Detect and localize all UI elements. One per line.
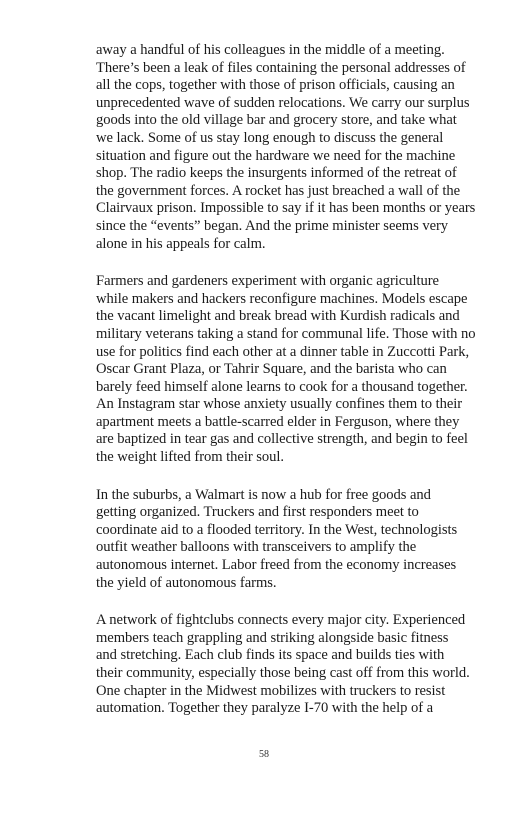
text-line: away a handful of his colleagues in the middle of a meeting. xyxy=(96,42,445,58)
paragraph xyxy=(96,42,480,253)
text-line: Clairvaux prison. Impossible to say if it has been months or years xyxy=(96,200,476,217)
text-line: autonomous internet. Labor freed from the economy increases xyxy=(96,557,457,574)
text-line: the weight lifted from their soul. xyxy=(96,449,284,466)
text-line: since the “events” began. And the prime minister seems very xyxy=(96,217,449,234)
text-line: unprecedented wave of sudden relocations. We carry our surplus xyxy=(96,94,470,111)
text-line: There’s been a leak of files containing the personal addresses of xyxy=(96,59,466,76)
text-line: all the cops, together with those of prison officials, causing an xyxy=(96,77,455,94)
text-line: outfit weather balloons with transceivers to amplify the xyxy=(96,539,417,556)
text-line: while makers and hackers reconfigure machines. Models escape xyxy=(96,290,468,307)
text-line: their community, especially those being cast off from this world. xyxy=(96,665,470,681)
text-line: apartment meets a battle-scarred elder in Ferguson, where they xyxy=(96,413,460,430)
text-line: the vacant limelight and break bread with Kurdish radicals and xyxy=(96,308,460,325)
paragraph xyxy=(96,612,480,718)
text-line: the government forces. A rocket has just breached a wall of the xyxy=(96,182,460,199)
text-line: A network of fightclubs connects every major city. Experienced xyxy=(96,612,466,629)
paragraph xyxy=(96,273,480,467)
text-line: use for politics find each other at a dinner table in Zuccotti Park, xyxy=(96,343,470,360)
text-line: Farmers and gardeners experiment with organic agriculture xyxy=(96,273,439,290)
text-line: Oscar Grant Plaza, or Tahrir Square, and the barista who can xyxy=(96,361,447,378)
text-line: One chapter in the Midwest mobilizes with truckers to resist xyxy=(96,682,446,699)
text-line: alone in his appeals for calm. xyxy=(96,235,266,252)
text-line: shop. The radio keeps the insurgents informed of the retreat of xyxy=(96,165,457,182)
text-line: the yield of autonomous farms. xyxy=(96,574,277,591)
text-line: automation. Together they paralyze I-70 with the help of a xyxy=(96,700,434,717)
paragraph xyxy=(96,487,480,593)
text-line: military veterans taking a stand for communal life. Those with no xyxy=(96,325,476,342)
page-body xyxy=(96,42,480,738)
text-line: and stretching. Each club finds its space and builds ties with xyxy=(96,647,445,664)
text-line: members teach grappling and striking alongside basic fitness xyxy=(96,629,449,646)
text-line: In the suburbs, a Walmart is now a hub for free goods and xyxy=(96,486,431,503)
text-line: we lack. Some of us stay long enough to discuss the general xyxy=(96,129,444,146)
text-line: goods into the old village bar and grocery store, and take what xyxy=(96,112,457,129)
text-line: coordinate aid to a flooded territory. In the West, technologists xyxy=(96,521,458,538)
text-line: barely feed himself alone learns to cook for a thousand together. xyxy=(96,378,468,395)
text-line: are baptized in tear gas and collective strength, and begin to feel xyxy=(96,431,468,448)
page-number: 58 xyxy=(259,749,269,760)
text-line: An Instagram star whose anxiety usually confines them to their xyxy=(96,396,463,413)
text-line: getting organized. Truckers and first responders meet to xyxy=(96,504,419,521)
text-line: situation and figure out the hardware we need for the machine xyxy=(96,147,456,164)
